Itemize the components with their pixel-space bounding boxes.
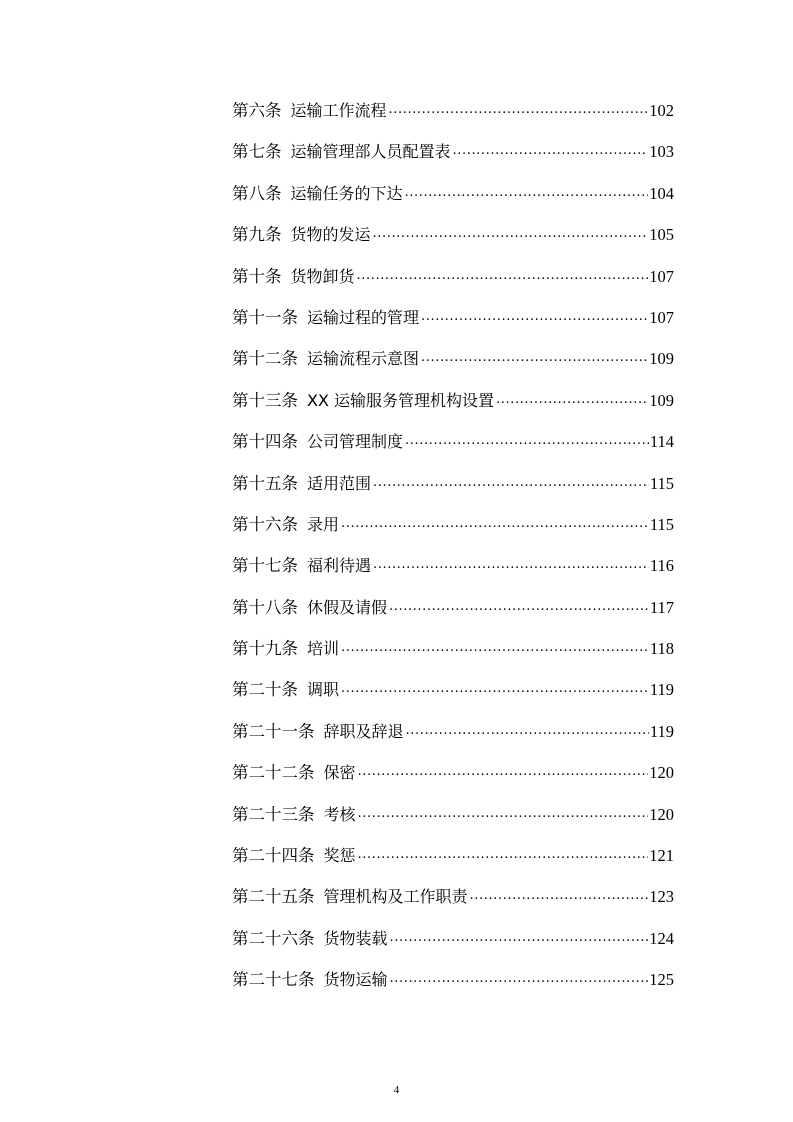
toc-dot-leader	[357, 265, 649, 282]
toc-article-number: 第十条	[232, 266, 282, 286]
toc-entry-title: 运输管理部人员配置表	[290, 142, 451, 162]
toc-entry-title: XX 运输服务管理机构设置	[307, 390, 495, 410]
toc-article-number: 第九条	[232, 225, 282, 245]
toc-entry-title: 运输工作流程	[290, 101, 387, 120]
toc-page-number: 125	[649, 970, 674, 990]
toc-entry[interactable]	[232, 918, 674, 959]
toc-dot-leader	[496, 389, 648, 406]
toc-dot-leader	[373, 555, 649, 572]
toc-entry[interactable]	[232, 380, 674, 421]
toc-dot-leader	[421, 306, 648, 323]
toc-dot-leader	[405, 182, 649, 199]
toc-article-number: 第二十条	[232, 680, 298, 700]
table-of-contents	[232, 90, 674, 1001]
toc-entry[interactable]	[232, 587, 674, 628]
toc-page-number: 115	[649, 473, 674, 493]
toc-entry[interactable]	[232, 297, 674, 338]
toc-entry-title: 录用	[307, 514, 340, 534]
toc-page-number: 120	[649, 763, 674, 783]
toc-entry-title: 培训	[307, 639, 340, 659]
toc-entry-title: 货物的发运	[290, 225, 371, 245]
toc-entry-title: 福利待遇	[307, 556, 372, 576]
toc-entry-title: 货物运输	[323, 970, 388, 990]
toc-entry[interactable]	[232, 504, 674, 545]
toc-page-number: 107	[649, 307, 674, 327]
toc-page-number: 102	[649, 101, 674, 120]
toc-dot-leader	[453, 141, 649, 158]
toc-article-number: 第十二条	[232, 349, 298, 369]
toc-entry[interactable]	[232, 131, 674, 172]
toc-article-number: 第二十五条	[232, 887, 315, 907]
toc-dot-leader	[406, 720, 649, 737]
toc-entry[interactable]	[232, 90, 674, 131]
toc-dot-leader	[470, 886, 649, 903]
toc-entry[interactable]	[232, 711, 674, 752]
toc-entry-title: 调职	[307, 680, 340, 700]
toc-entry-title: 适用范围	[307, 473, 372, 493]
toc-page-number: 123	[649, 887, 674, 907]
toc-article-number: 第十九条	[232, 639, 298, 659]
toc-dot-leader	[358, 803, 649, 820]
toc-article-number: 第二十三条	[232, 804, 315, 824]
toc-article-number: 第二十四条	[232, 846, 315, 866]
toc-article-number: 第十四条	[232, 432, 298, 452]
toc-entry-title: 考核	[323, 804, 356, 824]
toc-article-number: 第十七条	[232, 556, 298, 576]
toc-entry-title: 管理机构及工作职责	[323, 887, 468, 907]
toc-entry[interactable]	[232, 173, 674, 214]
toc-dot-leader	[341, 513, 649, 530]
toc-page-number: 116	[649, 556, 674, 576]
toc-entry[interactable]	[232, 628, 674, 669]
toc-entry-title: 公司管理制度	[307, 432, 404, 452]
toc-entry[interactable]	[232, 794, 674, 835]
toc-article-number: 第二十七条	[232, 970, 315, 990]
toc-entry[interactable]	[232, 835, 674, 876]
toc-article-number: 第十六条	[232, 514, 298, 534]
toc-page-number: 105	[649, 225, 674, 245]
toc-dot-leader	[358, 845, 649, 862]
toc-dot-leader	[405, 431, 649, 448]
toc-article-number: 第十三条	[232, 390, 298, 410]
toc-entry-title: 保密	[323, 763, 356, 783]
toc-page-number: 119	[649, 721, 674, 741]
toc-dot-leader	[373, 224, 649, 241]
toc-entry[interactable]	[232, 256, 674, 297]
toc-entry-title: 运输流程示意图	[307, 349, 420, 369]
toc-page-number: 119	[649, 680, 674, 700]
toc-dot-leader	[421, 348, 648, 365]
toc-article-number: 第二十六条	[232, 928, 315, 948]
toc-entry-title: 辞职及辞退	[323, 721, 404, 741]
toc-article-number: 第二十一条	[232, 721, 315, 741]
toc-dot-leader	[390, 969, 649, 986]
toc-entry[interactable]	[232, 669, 674, 710]
toc-dot-leader	[389, 596, 649, 613]
toc-page-number: 107	[649, 266, 674, 286]
toc-page-number: 109	[649, 390, 674, 410]
toc-page-number: 115	[649, 514, 674, 534]
toc-article-number: 第二十二条	[232, 763, 315, 783]
toc-page-number: 118	[649, 639, 674, 659]
toc-dot-leader	[358, 762, 649, 779]
toc-page-number: 124	[649, 928, 674, 948]
toc-page-number: 109	[649, 349, 674, 369]
toc-page-number: 117	[649, 597, 674, 617]
toc-entry[interactable]	[232, 421, 674, 462]
toc-dot-leader	[373, 472, 649, 489]
toc-page-number: 114	[649, 432, 674, 452]
toc-entry[interactable]	[232, 545, 674, 586]
toc-article-number: 第十五条	[232, 473, 298, 493]
toc-page-number: 104	[649, 183, 674, 203]
toc-article-number: 第六条	[232, 101, 282, 120]
toc-entry-title: 货物装载	[323, 928, 388, 948]
toc-article-number: 第七条	[232, 142, 282, 162]
toc-dot-leader	[341, 638, 649, 655]
toc-entry-title: 货物卸货	[290, 266, 355, 286]
toc-page-number: 103	[649, 142, 674, 162]
toc-entry-title: 休假及请假	[307, 597, 388, 617]
page-number: 4	[393, 1084, 400, 1096]
toc-page-number: 121	[649, 846, 674, 866]
toc-dot-leader	[389, 100, 649, 117]
toc-article-number: 第十一条	[232, 307, 298, 327]
toc-entry[interactable]	[232, 959, 674, 1000]
toc-entry[interactable]	[232, 214, 674, 255]
toc-entry[interactable]	[232, 876, 674, 917]
toc-article-number: 第十八条	[232, 597, 298, 617]
toc-entry[interactable]	[232, 752, 674, 793]
toc-entry-title: 运输任务的下达	[290, 183, 403, 203]
toc-entry[interactable]	[232, 338, 674, 379]
toc-entry-title: 奖惩	[323, 846, 356, 866]
toc-page-number: 120	[649, 804, 674, 824]
toc-dot-leader	[390, 927, 649, 944]
toc-article-number: 第八条	[232, 183, 282, 203]
toc-entry[interactable]	[232, 463, 674, 504]
toc-dot-leader	[341, 679, 649, 696]
toc-entry-title: 运输过程的管理	[307, 307, 420, 327]
